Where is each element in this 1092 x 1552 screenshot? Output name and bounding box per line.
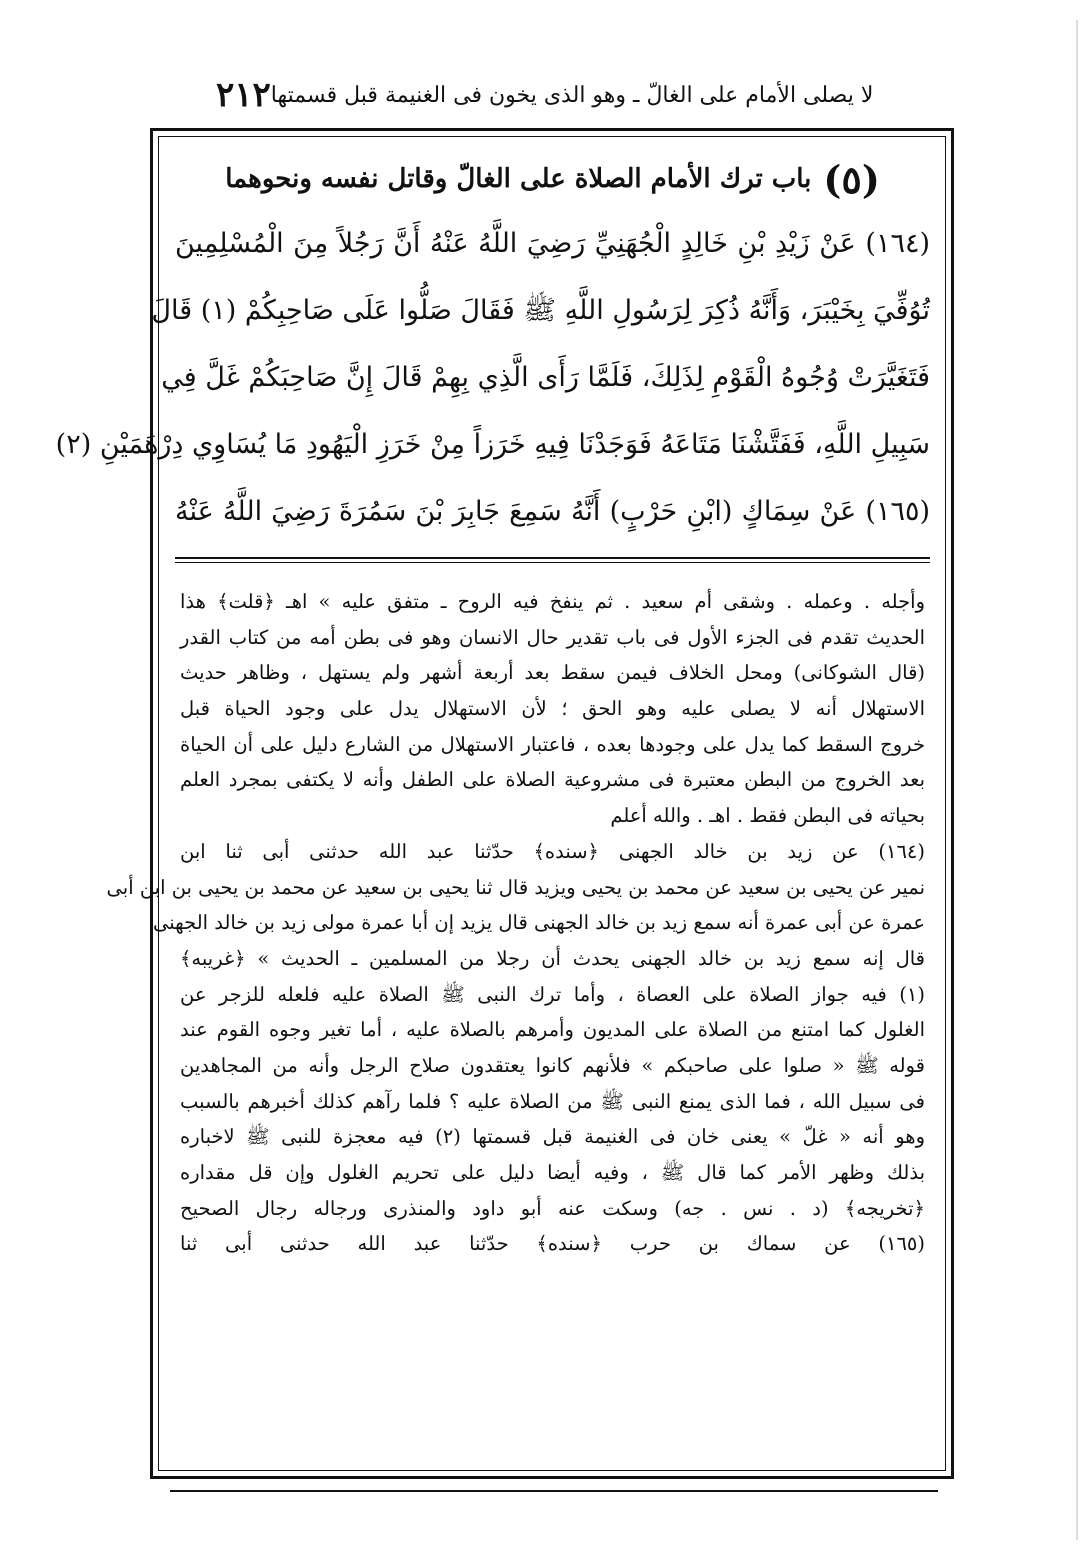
main-text-line: (١٦٥) عَنْ سِمَاكٍ (ابْنِ حَرْبٍ) أَنَّهُ سَمِعَ جَابِرَ بْنَ سَمُرَةَ رَضِيَ اللَّهُ عَنْهُ (175, 496, 930, 527)
commentary-line: الحديث تقدم فى الجزء الأول فى باب تقدير حال الانسان وهو فى بطن أمه من كتاب القدر (180, 625, 925, 649)
commentary-text (106, 584, 925, 1439)
commentary-line: نمير عن يحيى بن سعيد عن محمد بن يحيى ويزيد قال ثنا يحيى بن سعيد عن محمد بن يحيى بن ابن أبى (106, 875, 925, 899)
bottom-rule (170, 1490, 938, 1494)
page-number: ٢١٢ (216, 75, 271, 115)
commentary-line: بذلك وظهر الأمر كما قال ﷺ ، وفيه أيضا دليل على تحريم الغلول وإن قل مقداره (180, 1161, 925, 1184)
commentary-line: وأجله . وعمله . وشقى أم سعيد . ثم ينفخ فيه الروح ـ متفق عليه » اهـ ﴿قلت﴾ هذا (180, 590, 925, 613)
main-text-line: تُوُفِّيَ بِخَيْبَرَ، وَأَنَّهُ ذُكِرَ لِرَسُولِ اللَّهِ ﷺ فَقَالَ صَلُّوا عَلَى صَاحِبِكُمْ (١) قَالَ (151, 295, 930, 326)
chapter-title: باب ترك الأمام الصلاة على الغالّ وقاتل نفسه ونحوهما (225, 164, 812, 194)
commentary-line: ﴿تخريجه﴾ (د . نس . جه) وسكت عنه أبو داود والمنذرى ورجاله رجال الصحيح (180, 1196, 925, 1220)
running-title: لا يصلى الأمام على الغالّ ـ وهو الذى يخون فى الغنيمة قبل قسمتها (270, 82, 874, 108)
commentary-line: الاستهلال أنه لا يصلى عليه وهو الحق ؛ لأن الاستهلال يدل على وجود الحياة قبل (180, 697, 925, 721)
commentary-line: (١) فيه جواز الصلاة على العصاة ، وأما ترك النبى ﷺ الصلاة عليه فلعله للزجر عن (180, 982, 925, 1006)
chapter-heading (175, 148, 930, 210)
hadith-main-text (55, 148, 930, 546)
scan-edge (1076, 20, 1078, 1540)
section-divider (175, 557, 930, 563)
commentary-line: خروج السقط كما يدل على وجودها بعده ، فاعتبار الاستهلال من الشارع دليل على أن الحياة (180, 732, 925, 756)
commentary-line: (١٦٥) عن سماك بن حرب ﴿سنده﴾ حدّثنا عبد الله حدثنى أبى ثنا (180, 1232, 925, 1256)
commentary-line: (قال الشوكانى) ومحل الخلاف فيمن سقط بعد أربعة أشهر ولم يستهل ، وظاهر حديث (180, 661, 925, 685)
commentary-line: وهو أنه « غلّ » يعنى خان فى الغنيمة قبل قسمتها (٢) فيه معجزة للنبى ﷺ لاخباره (180, 1125, 925, 1149)
commentary-line: فى سبيل الله ، فما الذى يمنع النبى ﷺ من الصلاة عليه ؟ فلما رآهم كذلك أخبرهم بالسبب (180, 1089, 925, 1113)
commentary-line: بحياته فى البطن فقط . اهـ . والله أعلم (610, 804, 925, 828)
commentary-line: عمرة عن أبى عمرة أنه سمع زيد بن خالد الجهنى قال يزيد إن أبا عمرة مولى زيد بن خالد الجهنى (152, 911, 925, 935)
main-text-line: سَبِيلِ اللَّهِ، فَفَتَّشْنَا مَتَاعَهُ فَوَجَدْنَا فِيهِ خَرَزاً مِنْ خَرَزِ الْيَهُودِ مَا يُسَاوِي دِرْهَمَيْنِ (٢) (55, 429, 930, 460)
commentary-line: قوله ﷺ « صلوا على صاحبكم » فلأنهم كانوا يعتقدون صلاح الرجل وأنه من المجاهدين (180, 1053, 925, 1077)
running-header (190, 70, 930, 120)
commentary-line: قال إنه سمع زيد بن خالد الجهنى يحدث أن رجلا من المسلمين ـ الحديث » ﴿غريبه﴾ (180, 946, 925, 970)
chapter-number: (٥) (823, 156, 880, 202)
commentary-line: بعد الخروج من البطن معتبرة فى مشروعية الصلاة على الطفل وأنه لا يكتفى بمجرد العلم (180, 768, 925, 792)
commentary-line: (١٦٤) عن زيد بن خالد الجهنى ﴿سنده﴾ حدّثنا عبد الله حدثنى أبى ثنا ابن (180, 839, 925, 863)
commentary-line: الغلول كما امتنع من الصلاة على المديون وأمرهم بالصلاة عليه ، أما تغير وجوه القوم عند (180, 1018, 925, 1042)
main-text-line: فَتَغَيَّرَتْ وُجُوهُ الْقَوْمِ لِذَلِكَ، فَلَمَّا رَأَى الَّذِي بِهِمْ قَالَ إِنَّ صَاحِبَكُمْ غَلَّ فِي (161, 362, 930, 393)
main-text-line: (١٦٤) عَنْ زَيْدِ بْنِ خَالِدٍ الْجُهَنِيِّ رَضِيَ اللَّهُ عَنْهُ أَنَّ رَجُلاً مِنَ الْمُسْلِمِينَ (175, 228, 930, 259)
